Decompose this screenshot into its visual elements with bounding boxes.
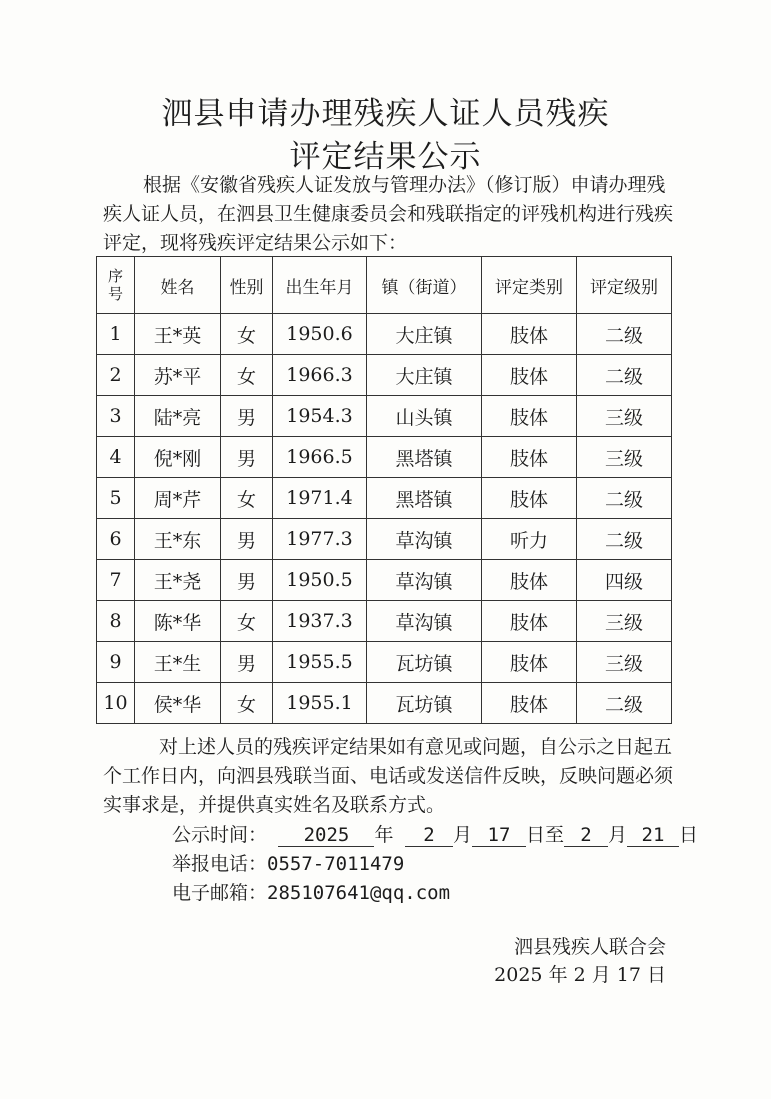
table-cell: 3 xyxy=(97,396,135,437)
table-cell: 山头镇 xyxy=(367,396,482,437)
column-header: 性别 xyxy=(221,257,273,314)
table-cell: 陆*亮 xyxy=(135,396,221,437)
title-line-2: 评定结果公示 xyxy=(289,139,482,175)
report-email xyxy=(172,878,450,905)
table-cell: 草沟镇 xyxy=(367,519,482,560)
phone-number: 0557-7011479 xyxy=(267,853,405,875)
table-cell: 二级 xyxy=(577,683,672,724)
table-cell: 三级 xyxy=(577,396,672,437)
period-label: 公示时间： xyxy=(172,824,268,846)
table-row xyxy=(97,560,672,601)
table-row xyxy=(97,355,672,396)
table-cell: 1966.3 xyxy=(273,355,367,396)
table-row xyxy=(97,314,672,355)
table-cell: 男 xyxy=(221,519,273,560)
table-cell: 1954.3 xyxy=(273,396,367,437)
table-cell: 王*生 xyxy=(135,642,221,683)
table-cell: 10 xyxy=(97,683,135,724)
period-day-unit: 日 xyxy=(678,824,698,846)
table-cell: 1971.4 xyxy=(273,478,367,519)
table-cell: 男 xyxy=(221,437,273,478)
table-cell: 三级 xyxy=(577,437,672,478)
column-header: 评定类别 xyxy=(482,257,577,314)
table-cell: 8 xyxy=(97,601,135,642)
title-line-1: 泗县申请办理残疾人证人员残疾 xyxy=(161,96,610,132)
table-cell: 肢体 xyxy=(482,396,577,437)
table-cell: 肢体 xyxy=(482,437,577,478)
report-phone xyxy=(172,849,404,876)
table-cell: 黑塔镇 xyxy=(367,478,482,519)
table-cell: 男 xyxy=(221,396,273,437)
table-cell: 王*英 xyxy=(135,314,221,355)
table-cell: 1937.3 xyxy=(273,601,367,642)
intro-paragraph: 根据《安徽省残疾人证发放与管理办法》（修订版）申请办理残疾人证人员，在泗县卫生健康委员会和残联指定的评残机构进行残疾评定，现将残疾评定结果公示如下： xyxy=(103,174,674,254)
signature-org: 泗县残疾人联合会 xyxy=(513,936,666,958)
table-cell: 4 xyxy=(97,437,135,478)
table-cell: 1955.1 xyxy=(273,683,367,724)
table-row xyxy=(97,396,672,437)
table-cell: 瓦坊镇 xyxy=(367,642,482,683)
table-cell: 1966.5 xyxy=(273,437,367,478)
table-row xyxy=(97,601,672,642)
table-cell: 5 xyxy=(97,478,135,519)
table-cell: 四级 xyxy=(577,560,672,601)
table-cell: 肢体 xyxy=(482,560,577,601)
table-cell: 肢体 xyxy=(482,683,577,724)
table-cell: 倪*刚 xyxy=(135,437,221,478)
table-cell: 黑塔镇 xyxy=(367,437,482,478)
table-cell: 1 xyxy=(97,314,135,355)
period-end-day: 21 xyxy=(627,824,679,847)
period-year-unit: 年 xyxy=(374,824,394,846)
period-start-month: 2 xyxy=(405,824,453,847)
table-cell: 女 xyxy=(221,355,273,396)
table-cell: 王*尧 xyxy=(135,560,221,601)
table-cell: 二级 xyxy=(577,355,672,396)
table-cell: 大庄镇 xyxy=(367,355,482,396)
table-header-row xyxy=(97,257,672,314)
table-cell: 肢体 xyxy=(482,355,577,396)
table-cell: 苏*平 xyxy=(135,355,221,396)
column-header: 评定级别 xyxy=(577,257,672,314)
table-cell: 6 xyxy=(97,519,135,560)
table-cell: 三级 xyxy=(577,642,672,683)
table-cell: 瓦坊镇 xyxy=(367,683,482,724)
table-cell: 二级 xyxy=(577,519,672,560)
period-until: 日至 xyxy=(525,824,564,846)
table-row xyxy=(97,683,672,724)
table-cell: 女 xyxy=(221,314,273,355)
notice-paragraph: 对上述人员的残疾评定结果如有意见或问题，自公示之日起五个工作日内，向泗县残联当面、电话或发送信件反映，反映问题必须实事求是，并提供真实姓名及联系方式。 xyxy=(103,736,674,816)
table-cell: 草沟镇 xyxy=(367,560,482,601)
table-cell: 大庄镇 xyxy=(367,314,482,355)
table-cell: 女 xyxy=(221,683,273,724)
table-cell: 2 xyxy=(97,355,135,396)
period-start-day: 17 xyxy=(472,824,526,847)
table-cell: 7 xyxy=(97,560,135,601)
table-cell: 二级 xyxy=(577,478,672,519)
table-cell: 陈*华 xyxy=(135,601,221,642)
table-cell: 二级 xyxy=(577,314,672,355)
column-header: 姓名 xyxy=(135,257,221,314)
table-cell: 侯*华 xyxy=(135,683,221,724)
table-cell: 王*东 xyxy=(135,519,221,560)
table-cell: 草沟镇 xyxy=(367,601,482,642)
table-cell: 9 xyxy=(97,642,135,683)
phone-label: 举报电话： xyxy=(172,853,268,875)
table-cell: 女 xyxy=(221,478,273,519)
table-row xyxy=(97,642,672,683)
results-table xyxy=(96,256,672,724)
table-cell: 肢体 xyxy=(482,601,577,642)
publicity-period xyxy=(172,820,698,847)
table-cell: 肢体 xyxy=(482,314,577,355)
table-cell: 1950.5 xyxy=(273,560,367,601)
column-header: 镇（街道） xyxy=(367,257,482,314)
column-header: 序 号 xyxy=(97,257,135,314)
table-body xyxy=(97,314,672,724)
table-cell: 1950.6 xyxy=(273,314,367,355)
table-cell: 男 xyxy=(221,560,273,601)
column-header: 出生年月 xyxy=(273,257,367,314)
table-cell: 肢体 xyxy=(482,642,577,683)
table-cell: 男 xyxy=(221,642,273,683)
table-row xyxy=(97,478,672,519)
table-cell: 肢体 xyxy=(482,478,577,519)
table-row xyxy=(97,519,672,560)
email-address: 285107641@qq.com xyxy=(267,882,451,904)
period-end-month: 2 xyxy=(564,824,608,847)
table-cell: 三级 xyxy=(577,601,672,642)
period-month-unit-2: 月 xyxy=(607,824,627,846)
table-cell: 1977.3 xyxy=(273,519,367,560)
table-cell: 周*芹 xyxy=(135,478,221,519)
table-cell: 听力 xyxy=(482,519,577,560)
email-label: 电子邮箱： xyxy=(172,882,268,904)
period-year: 2025 xyxy=(278,824,374,847)
table-cell: 女 xyxy=(221,601,273,642)
period-month-unit: 月 xyxy=(452,824,472,846)
signature-date: 2025 年 2 月 17 日 xyxy=(494,964,666,986)
table-row xyxy=(97,437,672,478)
table-cell: 1955.5 xyxy=(273,642,367,683)
